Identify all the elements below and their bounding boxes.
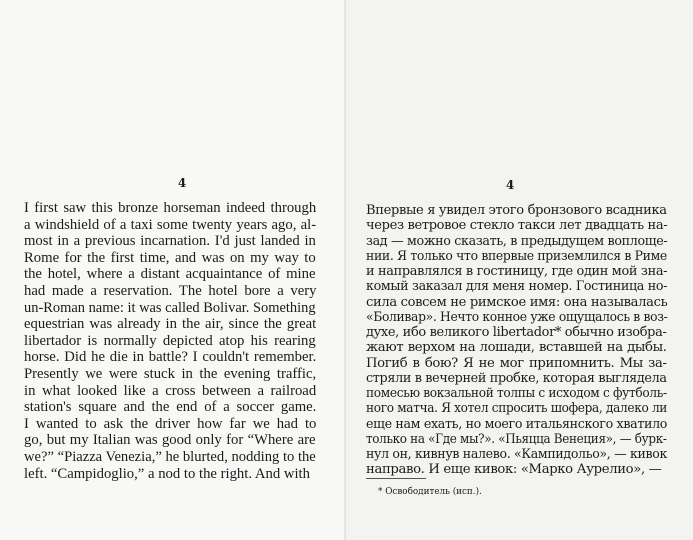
text-line: in what looked like a cross between a railroad [24, 382, 317, 399]
text-line: we?” “Piazza Venezia,” he blurted, nodding to the [24, 449, 316, 465]
text-line: a windshield of a taxi some twenty years ago, al- [24, 216, 317, 233]
text-line: most in a previous incarnation. I'd just landed in [24, 233, 316, 250]
text-line: un-Roman name: it was called Bolivar. Something [24, 299, 316, 316]
text-line: и направлялся в гостиницу, где один мой зна- [366, 264, 668, 279]
text-line: the hotel, where a distant acquaintance of mine [24, 266, 316, 283]
text-line: Presently we were stuck in the evening traffic, [24, 366, 317, 382]
text-line: station's square and the end of a soccer game. [24, 399, 317, 416]
text-line: equestrian was already in the air, since the great [24, 316, 317, 333]
text-line: комый заказал для меня номер. Гостиница но- [366, 279, 668, 295]
left-page-number: 4 [177, 176, 187, 190]
text-line: left. “Campidoglio,” a nod to the right. And with [24, 465, 310, 482]
text-line: libertador is normally depicted atop his rearing [24, 332, 316, 349]
left-page [0, 0, 346, 540]
text-line: еще нам ехать, но моего итальянского хватило [366, 416, 668, 432]
footnote: * Освободитель (исп.). [378, 487, 482, 497]
text-line: «Боливар». Нечто конное уже ощущалось в воз- [366, 309, 668, 325]
text-line: направо. И еще кивок: «Марко Аурелио», — [366, 462, 662, 478]
text-line: Погиб в бою? Я не мог припомнить. Мы за- [366, 355, 667, 371]
text-line: I wanted to ask the driver how far we had to [24, 415, 317, 432]
text-line: стряли в вечерней пробке, которая выглядела [366, 370, 667, 386]
text-line: horse. Did he die in battle? I couldn't remember. [24, 349, 317, 366]
text-line: сила совсем не римское имя: она называлась [366, 294, 668, 310]
right-page-number: 4 [505, 178, 515, 192]
text-line: через ветровое стекло такси лет двадцать на- [366, 218, 668, 234]
text-line: только на «Где мы?». «Пьяцца Венеция», — бурк- [366, 431, 667, 447]
text-line: помесью вокзальной толпы с исходом с футболь- [366, 386, 667, 401]
text-line: ного матча. Я хотел спросить шофера, далеко ли [366, 401, 668, 417]
text-line: Rome for the first time, and was on my way to [24, 249, 316, 266]
text-line: I first saw this bronze horseman indeed through [24, 200, 317, 216]
text-line: зад — можно сказать, в предыдущем воплоще- [366, 233, 668, 249]
footnote-rule [366, 478, 426, 479]
text-line: нул он, кивнув налево. «Кампидольо», — кивок [366, 447, 668, 462]
text-line: жают верхом на лошади, вставшей на дыбы. [366, 340, 667, 356]
right-page [346, 0, 693, 540]
text-line: духе, ибо великого libertador* обычно изобра- [366, 325, 667, 340]
text-line: нии. Я только что впервые приземлился в Риме [366, 248, 667, 264]
text-line: go, but my Italian was good only for “Where are [24, 432, 316, 449]
text-line: Впервые я увидел этого бронзового всадника [366, 203, 667, 218]
text-line: had made a reservation. The hotel bore a very [24, 283, 317, 299]
